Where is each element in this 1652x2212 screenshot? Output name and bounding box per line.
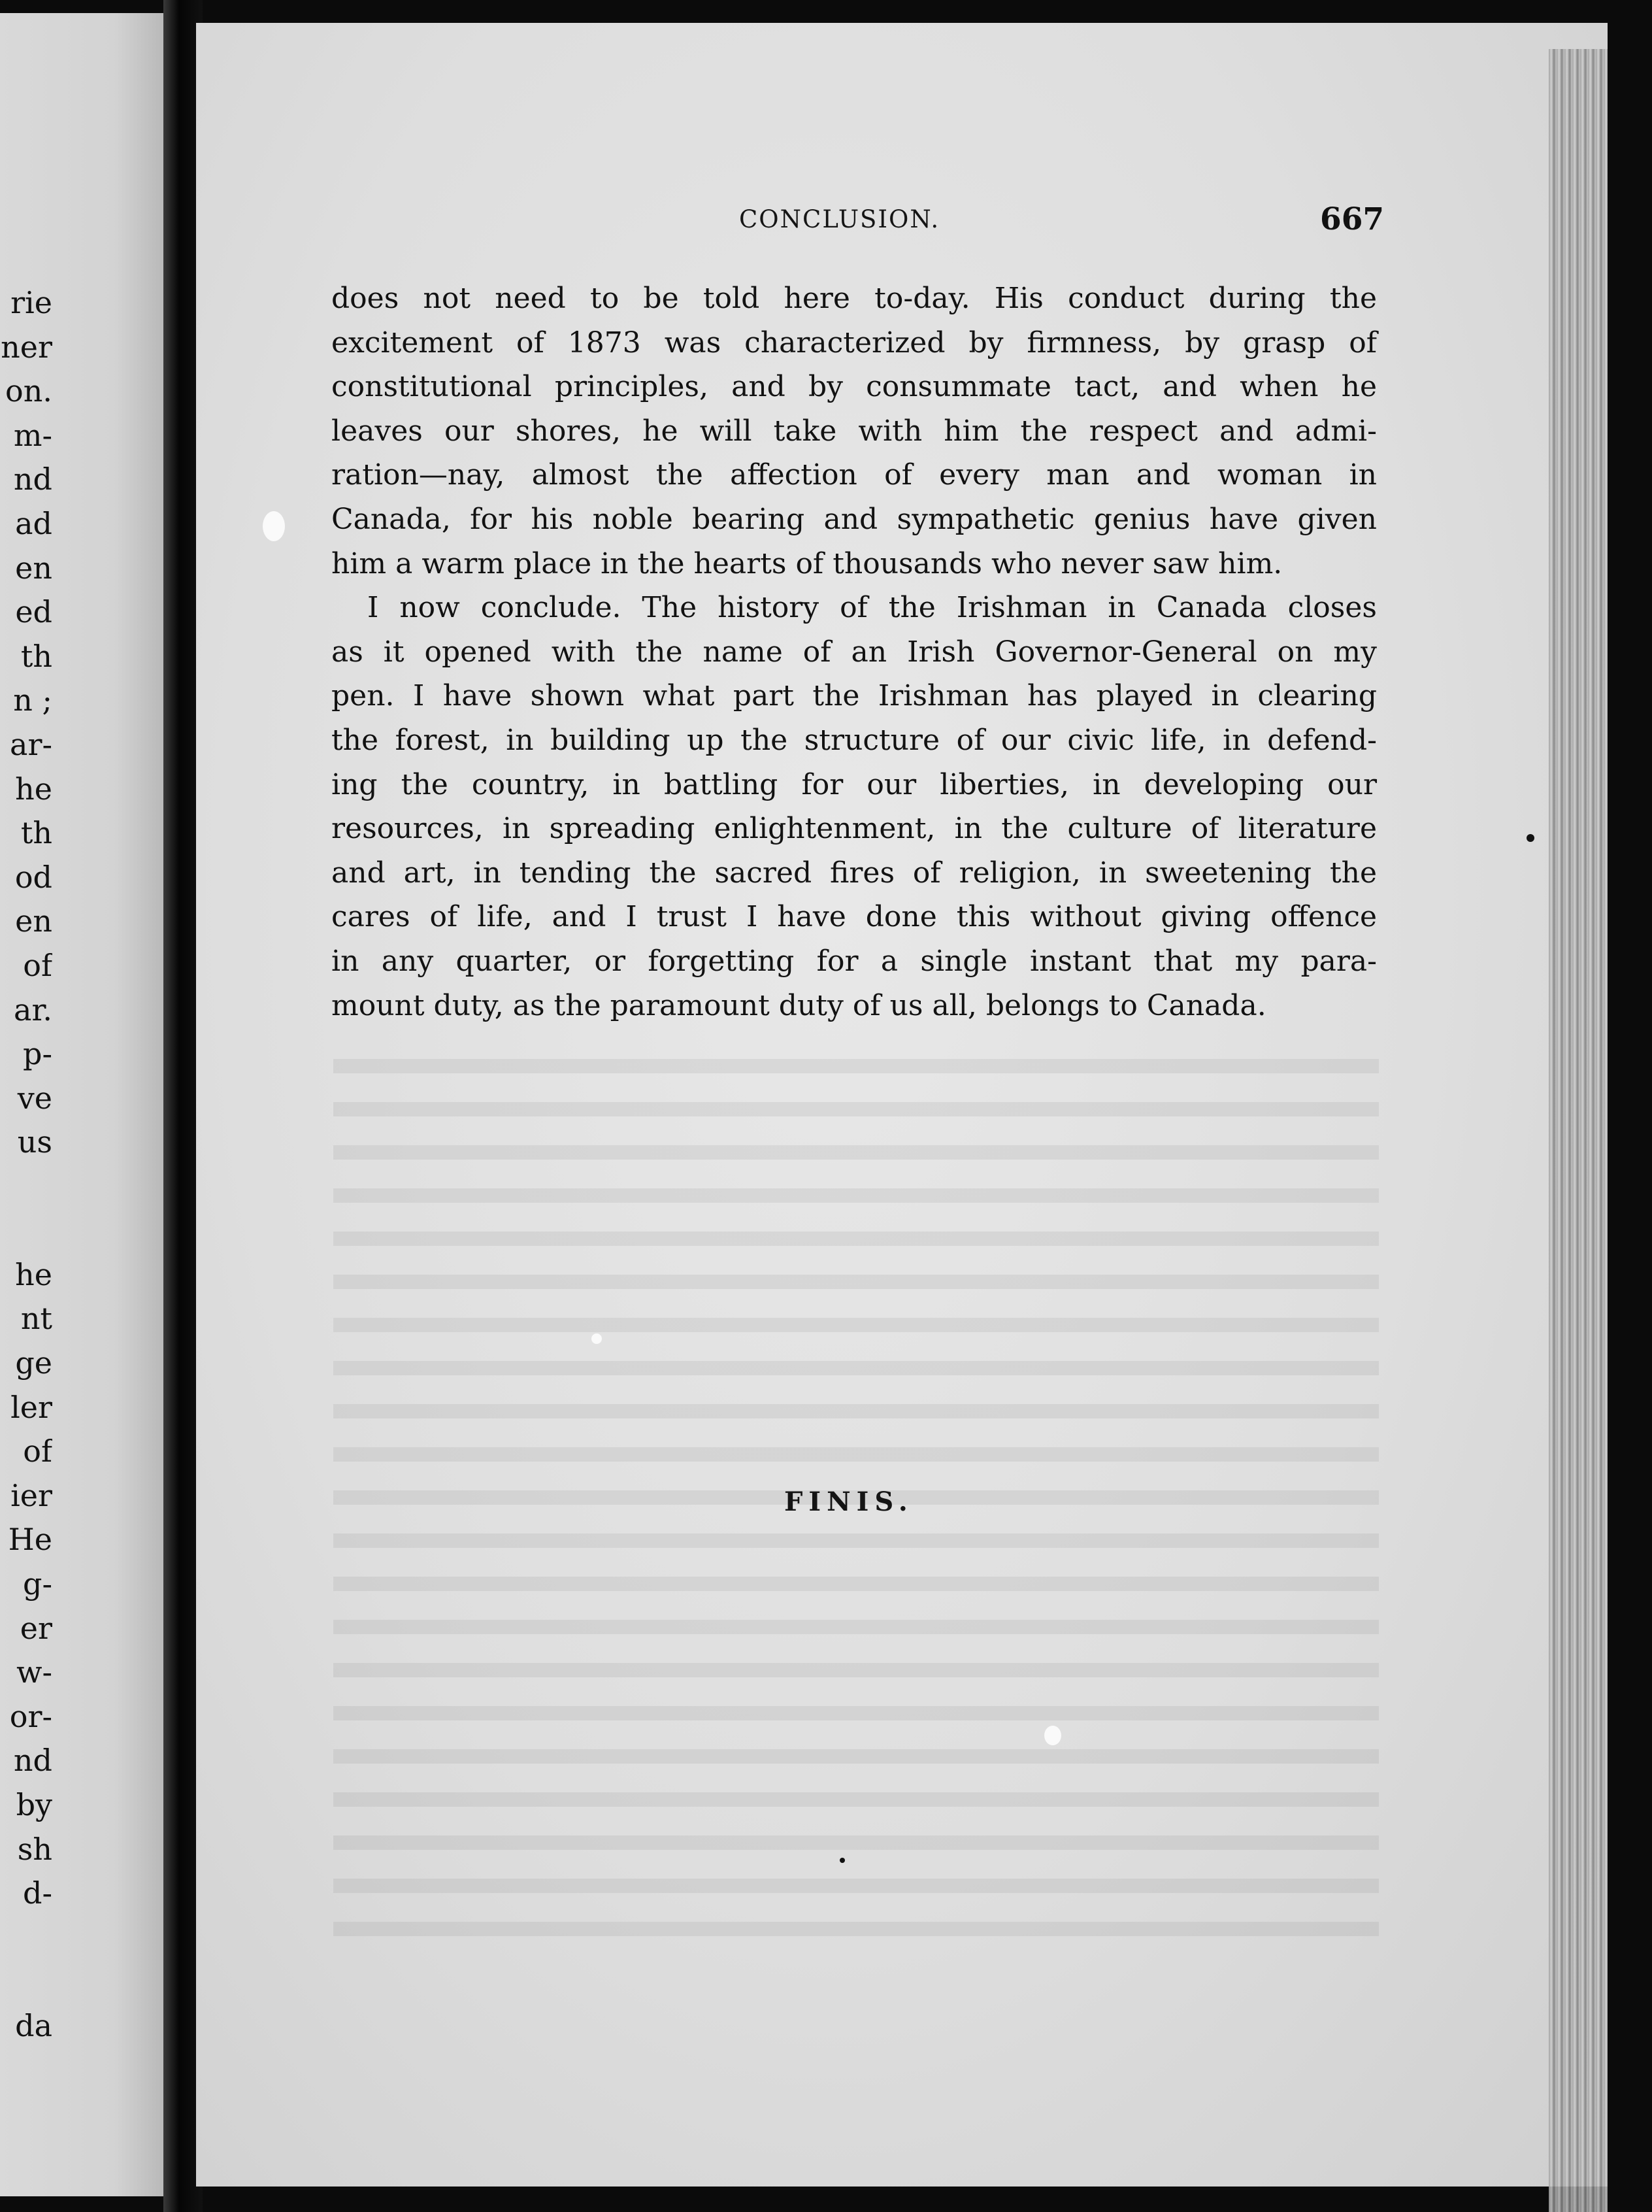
facing-page-fragment: sh (17, 1831, 52, 1867)
paper-speck (1527, 834, 1534, 842)
facing-page-fragment: us (17, 1124, 52, 1160)
text-line: in any quarter, or forgetting for a single instant that my para- (331, 944, 1377, 978)
page-number: 667 (1320, 201, 1385, 237)
facing-page-fragment: en (15, 903, 52, 939)
facing-page-fragment: or- (9, 1698, 52, 1734)
text-line: Canada, for his noble bearing and sympathetic genius have given (331, 502, 1377, 536)
text-line: him a warm place in the hearts of thousands who never saw him. (331, 546, 1283, 580)
facing-page-fragment: th (20, 638, 52, 674)
facing-page-fragment: ar- (10, 726, 52, 762)
facing-page-fragment: en (15, 550, 52, 586)
text-line: mount duty, as the paramount duty of us all, belongs to Canada. (331, 988, 1266, 1022)
facing-page-fragment: ed (15, 594, 52, 630)
body-text (331, 276, 1377, 1028)
facing-page-fragment: g- (23, 1566, 52, 1602)
facing-page-fragment: d- (23, 1875, 52, 1911)
facing-page-fragment (0, 1165, 52, 1253)
facing-page-left (0, 13, 163, 2196)
paper-speck (591, 1333, 602, 1344)
facing-page-fragment: th (20, 815, 52, 851)
facing-page-fragment: he (15, 771, 52, 807)
paper-speck (840, 1858, 845, 1863)
facing-page-fragment: ar. (14, 992, 52, 1028)
facing-page-fragment: rie (10, 285, 52, 320)
facing-page-fragment: nt (20, 1301, 52, 1337)
paper-speck (1044, 1726, 1061, 1745)
facing-page-fragment: m- (13, 417, 52, 453)
facing-page-fragment: nd (13, 1743, 52, 1779)
facing-page-fragment: p- (23, 1036, 52, 1072)
facing-page-fragment: ve (17, 1080, 52, 1116)
facing-page-fragment: of (23, 1433, 52, 1469)
text-line: does not need to be told here to-day. His conduct during the (331, 282, 1377, 315)
facing-page-fragment: ler (10, 1389, 52, 1425)
facing-page-fragment: w- (16, 1654, 52, 1690)
facing-page-fragment: er (20, 1610, 52, 1646)
finis-heading: FINIS. (784, 1486, 914, 1517)
running-head: CONCLUSION. (739, 205, 940, 233)
page-edges (1549, 49, 1608, 2212)
facing-page-fragment: of (23, 947, 52, 983)
facing-page-fragment: od (14, 859, 52, 895)
text-line: resources, in spreading enlightenment, in the culture of literature (331, 812, 1377, 846)
text-line: leaves our shores, he will take with him the respect and admi- (331, 414, 1377, 448)
facing-page-fragment: ner (1, 329, 52, 365)
text-line: ing the country, in battling for our liberties, in developing our (331, 767, 1377, 801)
facing-page-fragment: ad (15, 505, 52, 541)
facing-page-fragment: by (16, 1787, 52, 1822)
text-line: ration—nay, almost the affection of every man and woman in (331, 458, 1377, 492)
text-line: cares of life, and I trust I have done this without giving offence (331, 900, 1377, 934)
facing-page-fragment: He (8, 1522, 52, 1558)
paper-speck (263, 511, 285, 541)
text-line: the forest, in building up the structure of our civic life, in defend- (331, 723, 1377, 757)
facing-page-fragment: he (15, 1256, 52, 1292)
facing-page-fragment: n ; (13, 682, 52, 718)
text-line: excitement of 1873 was characterized by firmness, by grasp of (331, 326, 1377, 360)
facing-page-fragment: on. (5, 373, 52, 409)
facing-page-fragment: ier (10, 1477, 52, 1513)
text-line: as it opened with the name of an Irish Governor-General on my (331, 635, 1377, 669)
text-line: and art, in tending the sacred fires of religion, in sweetening the (331, 856, 1377, 890)
facing-page-fragment: da (15, 2007, 52, 2043)
text-line: I now conclude. The history of the Irishman in Canada closes (367, 591, 1377, 625)
facing-page-fragment: ge (15, 1345, 52, 1381)
facing-page-fragment: nd (13, 461, 52, 497)
text-line: pen. I have shown what part the Irishman has played in clearing (331, 679, 1377, 713)
text-line: constitutional principles, and by consummate tact, and when he (331, 370, 1377, 404)
facing-page-fragment (0, 1916, 52, 2004)
facing-page-text-fragments (0, 281, 52, 2048)
